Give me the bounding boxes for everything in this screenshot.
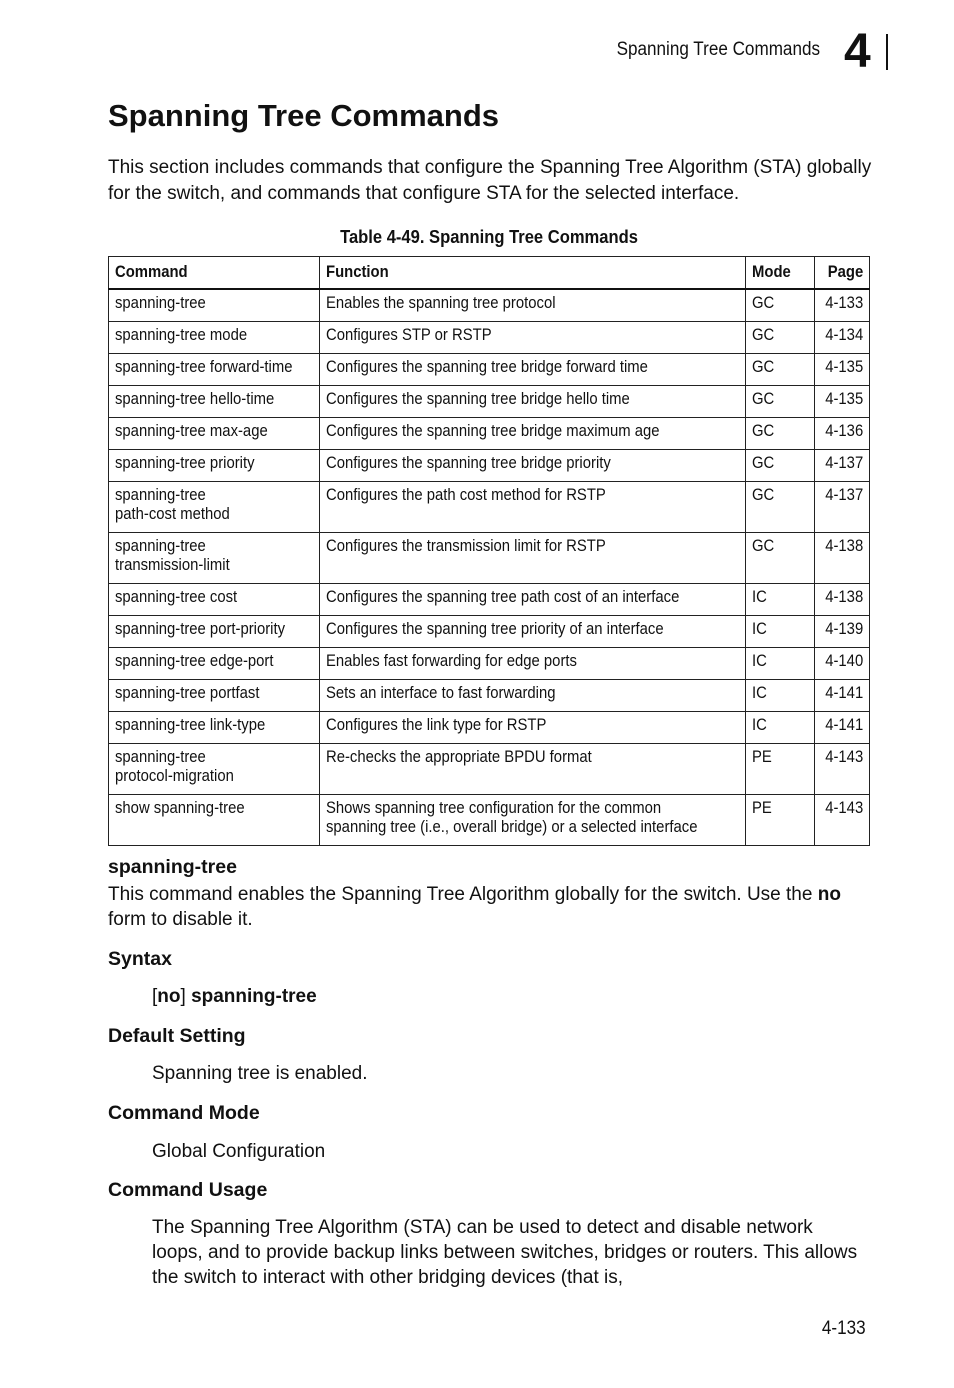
intro-paragraph: This section includes commands that configure the Spanning Tree Algorithm (STA) globally for the switch, and commands that configure STA for the selected interface. xyxy=(108,157,872,204)
command-cell xyxy=(109,450,320,482)
syntax-bracket-close: ] xyxy=(180,986,192,1007)
table-row xyxy=(109,533,870,584)
page-cell: 4-141 xyxy=(814,712,869,744)
mode-cell: IC xyxy=(745,680,814,712)
table-row xyxy=(109,322,870,354)
header-mode: Mode xyxy=(745,257,814,290)
command-cell xyxy=(109,712,320,744)
command-cell xyxy=(109,744,320,795)
mode-cell: IC xyxy=(745,616,814,648)
command-cell xyxy=(109,616,320,648)
function-cell xyxy=(319,386,745,418)
command-cell-line: spanning-tree xyxy=(115,294,206,312)
command-cell-line: spanning-tree port-priority xyxy=(115,620,286,638)
page-number: 4-133 xyxy=(822,1318,866,1339)
page-cell: 4-135 xyxy=(814,386,869,418)
commands-table xyxy=(108,256,870,846)
function-cell-line: Configures STP or RSTP xyxy=(325,326,492,344)
command-cell-line: spanning-tree link-type xyxy=(115,716,266,734)
function-cell xyxy=(319,584,745,616)
page-title: Spanning Tree Commands xyxy=(108,98,500,133)
function-cell xyxy=(319,289,745,322)
function-cell-line: spanning tree (i.e., overall bridge) or a selected interface xyxy=(325,818,698,836)
table-row xyxy=(109,616,870,648)
default-setting-heading: Default Setting xyxy=(108,1025,246,1047)
table-row xyxy=(109,354,870,386)
command-cell-line: spanning-tree mode xyxy=(115,326,248,344)
description-text: This command enables the Spanning Tree Algorithm globally for the switch. Use the xyxy=(108,884,818,905)
command-cell-line: spanning-tree xyxy=(115,748,206,766)
syntax-no: no xyxy=(157,986,181,1007)
function-cell-line: Configures the spanning tree bridge priority xyxy=(325,454,611,472)
function-cell-line: Configures the spanning tree bridge forward time xyxy=(325,358,648,376)
command-cell xyxy=(109,648,320,680)
function-cell xyxy=(319,680,745,712)
function-cell xyxy=(319,744,745,795)
table-row xyxy=(109,418,870,450)
function-cell-line: Configures the spanning tree bridge maximum age xyxy=(325,422,660,440)
mode-cell: IC xyxy=(745,648,814,680)
header-page: Page xyxy=(814,257,869,290)
command-cell-line: spanning-tree hello-time xyxy=(115,390,275,408)
default-setting-text: Spanning tree is enabled. xyxy=(152,1063,368,1084)
chapter-number: 4 xyxy=(844,25,871,78)
description-text-end: form to disable it. xyxy=(108,909,253,930)
mode-cell: GC xyxy=(745,533,814,584)
syntax-heading: Syntax xyxy=(108,948,172,970)
command-cell xyxy=(109,386,320,418)
function-cell-line: Shows spanning tree configuration for the common xyxy=(325,799,662,817)
function-cell xyxy=(319,712,745,744)
command-mode-heading: Command Mode xyxy=(108,1102,260,1124)
command-cell xyxy=(109,584,320,616)
function-cell-line: Enables fast forwarding for edge ports xyxy=(325,652,577,670)
table-row xyxy=(109,289,870,322)
function-cell xyxy=(319,648,745,680)
command-cell xyxy=(109,289,320,322)
command-cell-line: spanning-tree cost xyxy=(115,588,238,606)
mode-cell: IC xyxy=(745,584,814,616)
command-cell xyxy=(109,533,320,584)
function-cell xyxy=(319,616,745,648)
page-cell: 4-138 xyxy=(814,533,869,584)
command-cell-line: transmission-limit xyxy=(115,556,230,574)
page-cell: 4-136 xyxy=(814,418,869,450)
mode-cell: PE xyxy=(745,744,814,795)
syntax-bracket-open: [ xyxy=(152,986,158,1007)
command-cell-line: spanning-tree forward-time xyxy=(115,358,293,376)
function-cell xyxy=(319,533,745,584)
function-cell xyxy=(319,322,745,354)
mode-cell: GC xyxy=(745,386,814,418)
running-head-title: Spanning Tree Commands xyxy=(616,39,820,60)
mode-cell: IC xyxy=(745,712,814,744)
syntax-line xyxy=(152,984,317,1009)
table-row xyxy=(109,482,870,533)
mode-cell: GC xyxy=(745,289,814,322)
command-cell xyxy=(109,680,320,712)
command-cell-line: spanning-tree portfast xyxy=(115,684,260,702)
function-cell-line: Configures the spanning tree bridge hello time xyxy=(325,390,630,408)
table-row xyxy=(109,712,870,744)
command-cell-line: spanning-tree max-age xyxy=(115,422,268,440)
mode-cell: GC xyxy=(745,482,814,533)
command-usage-text: The Spanning Tree Algorithm (STA) can be used to detect and disable network loops, and to provide backup links between switches, bridges or routers. This allows the switch to interact with other bridging devices (that is, xyxy=(152,1217,858,1288)
mode-cell: GC xyxy=(745,354,814,386)
command-cell xyxy=(109,354,320,386)
command-cell xyxy=(109,322,320,354)
command-cell xyxy=(109,795,320,846)
page-cell: 4-134 xyxy=(814,322,869,354)
table-row xyxy=(109,680,870,712)
header-command: Command xyxy=(109,257,320,290)
page-cell: 4-133 xyxy=(814,289,869,322)
command-cell xyxy=(109,418,320,450)
command-cell-line: path-cost method xyxy=(115,505,230,523)
function-cell-line: Configures the transmission limit for RSTP xyxy=(325,537,606,555)
function-cell-line: Configures the spanning tree priority of an interface xyxy=(325,620,664,638)
command-usage-heading: Command Usage xyxy=(108,1179,268,1201)
page-cell: 4-140 xyxy=(814,648,869,680)
command-cell-line: protocol-migration xyxy=(115,767,234,785)
table-row xyxy=(109,744,870,795)
command-cell-line: spanning-tree xyxy=(115,486,206,504)
table-row xyxy=(109,450,870,482)
chapter-divider xyxy=(886,34,888,70)
page-cell: 4-139 xyxy=(814,616,869,648)
command-cell-line: show spanning-tree xyxy=(115,799,245,817)
command-cell-line: spanning-tree edge-port xyxy=(115,652,274,670)
command-cell-line: spanning-tree priority xyxy=(115,454,255,472)
page-cell: 4-137 xyxy=(814,450,869,482)
function-cell xyxy=(319,354,745,386)
header-function: Function xyxy=(319,257,745,290)
function-cell xyxy=(319,418,745,450)
page-cell: 4-143 xyxy=(814,795,869,846)
mode-cell: GC xyxy=(745,418,814,450)
mode-cell: PE xyxy=(745,795,814,846)
table-row xyxy=(109,795,870,846)
function-cell-line: Sets an interface to fast forwarding xyxy=(325,684,556,702)
command-cell xyxy=(109,482,320,533)
command-name-heading: spanning-tree xyxy=(108,856,237,878)
mode-cell: GC xyxy=(745,450,814,482)
page-cell: 4-143 xyxy=(814,744,869,795)
function-cell-line: Configures the link type for RSTP xyxy=(325,716,547,734)
command-description xyxy=(108,882,878,932)
function-cell xyxy=(319,795,745,846)
function-cell-line: Configures the path cost method for RSTP xyxy=(325,486,606,504)
table-caption: Table 4-49. Spanning Tree Commands xyxy=(340,227,638,247)
page-cell: 4-137 xyxy=(814,482,869,533)
table-row xyxy=(109,584,870,616)
page-cell: 4-138 xyxy=(814,584,869,616)
mode-cell: GC xyxy=(745,322,814,354)
syntax-command: spanning-tree xyxy=(191,986,317,1007)
table-header-row xyxy=(109,257,870,290)
page-cell: 4-135 xyxy=(814,354,869,386)
command-mode-text: Global Configuration xyxy=(152,1141,326,1162)
function-cell xyxy=(319,450,745,482)
function-cell-line: Re-checks the appropriate BPDU format xyxy=(325,748,592,766)
table-row xyxy=(109,648,870,680)
page-cell: 4-141 xyxy=(814,680,869,712)
function-cell-line: Enables the spanning tree protocol xyxy=(325,294,556,312)
table-row xyxy=(109,386,870,418)
description-bold-no: no xyxy=(817,884,841,905)
command-cell-line: spanning-tree xyxy=(115,537,206,555)
function-cell xyxy=(319,482,745,533)
function-cell-line: Configures the spanning tree path cost of an interface xyxy=(325,588,680,606)
